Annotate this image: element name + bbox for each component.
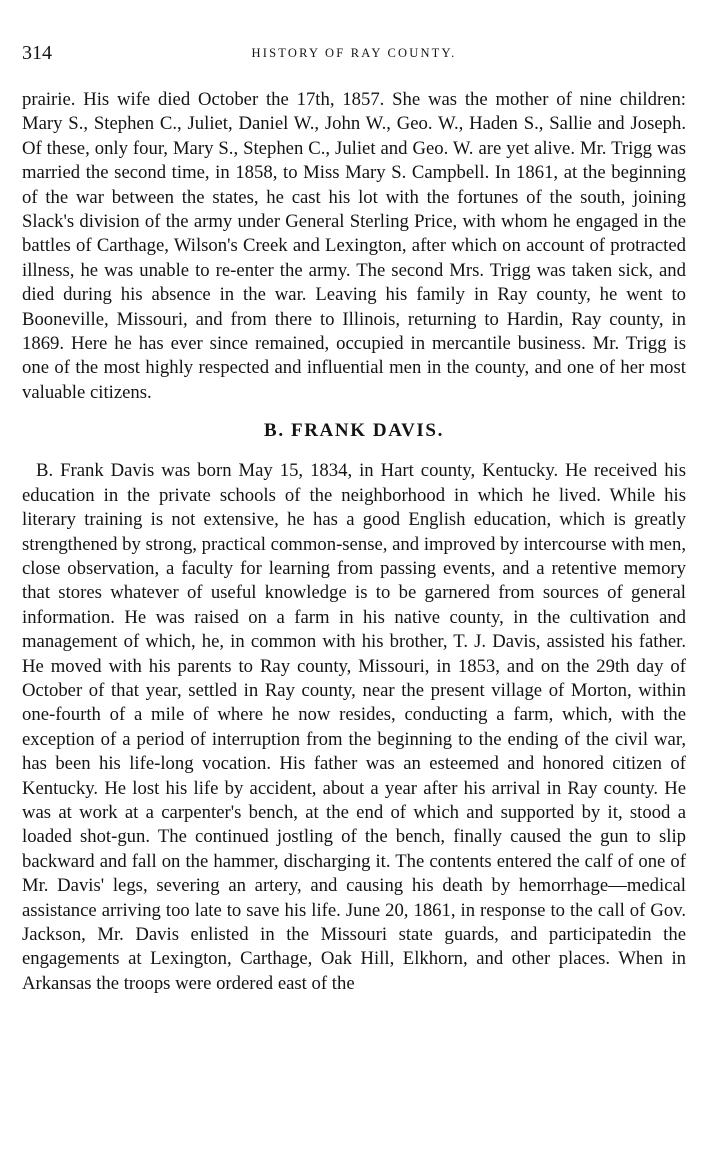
davis-biography-paragraph: B. Frank Davis was born May 15, 1834, in Hart county, Kentucky. He received his education in the private schools of the neighborhood in which he lived. While his literary training is not extensive, he has a good English education, which is greatly strengthened by strong, practical common-sense, and improved by intercourse with men, close observation, a faculty for learning from passing events, and a retentive memory that stores whatever of useful knowledge is to be garnered from sources of general information. He was raised on a farm in his native county, in the cultivation and management of which, he, in common with his brother, T. J. Davis, assisted his father. He moved with his parents to Ray county, Missouri, in 1853, and on the 29th day of October of that year, settled in Ray county, near the present village of Morton, within one-fourth of a mile of where he now resides, conducting a farm, which, with the exception of a period of interruption from the beginning to the ending of the civil war, has been his life-long vocation. His father was an esteemed and honored citizen of Kentucky. He lost his life by accident, about a year after his arrival in Ray county. He was at work at a carpenter's bench, at the end of which and supported by it, stood a loaded shot-gun. The continued jostling of the bench, finally caused the gun to slip backward and fall on the hammer, discharging it. The contents entered the calf of one of Mr. Davis' legs, severing an artery, and causing his death by hemorrhage—medical assistance arriving too late to save his life. June 20, 1861, in response to the call of Gov. Jackson, Mr. Davis enlisted in the Missouri state guards, and participatedin the engagements at Lexington, Carthage, Oak Hill, Elkhorn, and other places. When in Arkansas the troops were ordered east of the	[22, 460, 686, 994]
page-number: 314	[22, 42, 52, 64]
page-header	[22, 40, 686, 68]
trigg-continued-paragraph: prairie. His wife died October the 17th, 1857. She was the mother of nine children: Mary S., Stephen C., Juliet, Daniel W., John W., Geo. W., Haden S., Sallie and Joseph. Of these, only four, Mary S., Stephen C., Juliet and Geo. W. are yet alive. Mr. Trigg was married the second time, in 1858, to Miss Mary S. Campbell. In 1861, at the beginning of the war between the states, he cast his lot with the fortunes of the south, joining Slack's division of the army under General Sterling Price, with whom he engaged in the battles of Carthage, Wilson's Creek and Lexington, after which on account of protracted illness, he was unable to re-enter the army. The second Mrs. Trigg was taken sick, and died during his absence in the war. Leaving his family in Ray county, he went to Booneville, Missouri, and from there to Illinois, returning to Hardin, Ray county, in 1869. Here he has ever since remained, occupied in mercantile business. Mr. Trigg is one of the most highly respected and influential men in the county, and one of her most valuable citizens.	[22, 89, 686, 403]
section-heading: B. FRANK DAVIS.	[264, 420, 444, 442]
running-title: HISTORY OF RAY COUNTY.	[251, 46, 457, 60]
book-page	[22, 40, 686, 996]
